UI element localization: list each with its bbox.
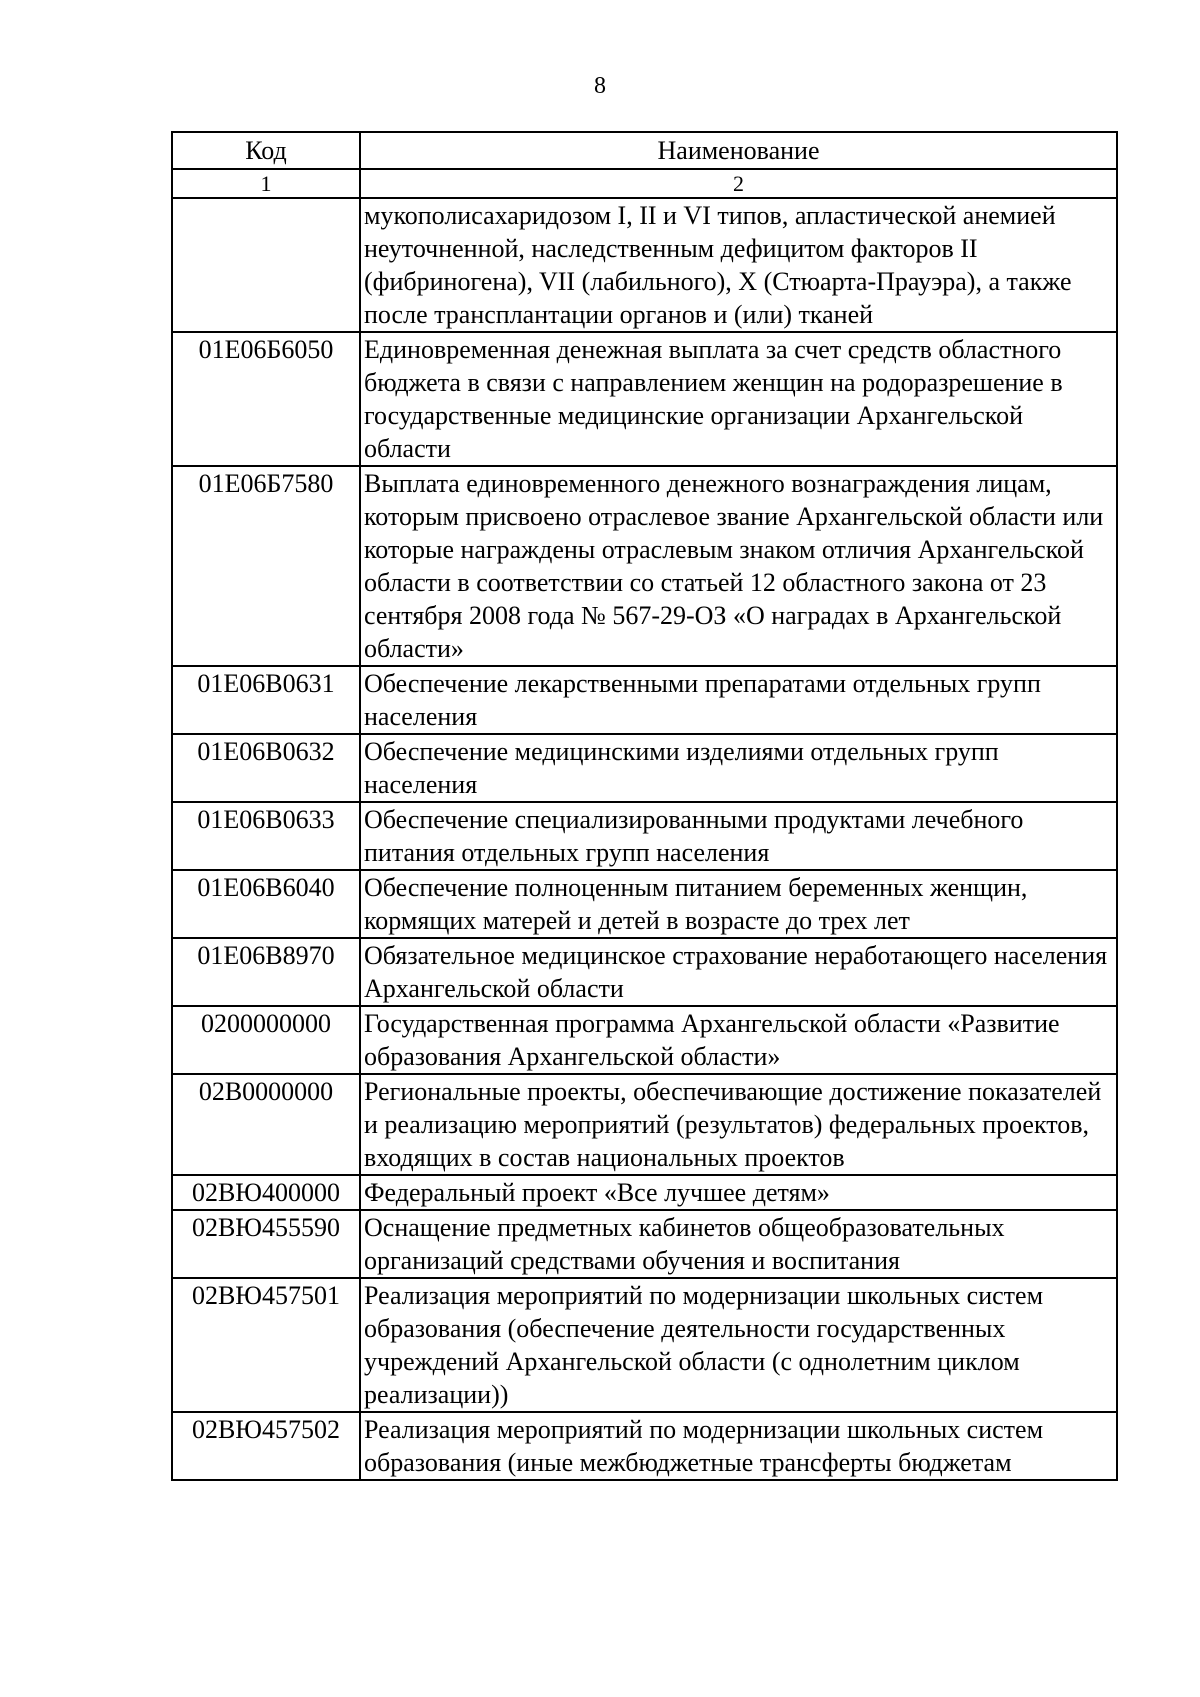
table-row (172, 1278, 1117, 1412)
header-row (172, 132, 1117, 169)
name-cell: Региональные проекты, обеспечивающие достижение показателей и реализацию мероприятий (результатов) федеральных проектов, входящих в состав национальных проектов (360, 1074, 1117, 1175)
table-row (172, 466, 1117, 666)
name-cell: Оснащение предметных кабинетов общеобразовательных организаций средствами обучения и воспитания (360, 1210, 1117, 1278)
code-cell: 01Е06В0633 (172, 802, 360, 870)
table-row (172, 1412, 1117, 1480)
name-cell: Обеспечение медицинскими изделиями отдельных групп населения (360, 734, 1117, 802)
code-cell: 01Е06В6040 (172, 870, 360, 938)
code-cell: 01Е06Б6050 (172, 332, 360, 466)
code-cell: 0200000000 (172, 1006, 360, 1074)
name-cell: Обеспечение лекарственными препаратами отдельных групп населения (360, 666, 1117, 734)
column-number-row (172, 169, 1117, 198)
header-code: Код (172, 132, 360, 169)
name-cell: Федеральный проект «Все лучшее детям» (360, 1175, 1117, 1210)
code-cell: 02ВЮ400000 (172, 1175, 360, 1210)
name-cell: Обязательное медицинское страхование неработающего населения Архангельской области (360, 938, 1117, 1006)
code-cell: 02ВЮ455590 (172, 1210, 360, 1278)
table-row (172, 332, 1117, 466)
code-cell (172, 198, 360, 332)
code-cell: 01Е06В0631 (172, 666, 360, 734)
code-cell: 02ВЮ457502 (172, 1412, 360, 1480)
column-number-2: 2 (360, 169, 1117, 198)
header-name: Наименование (360, 132, 1117, 169)
table-row (172, 734, 1117, 802)
name-cell: Единовременная денежная выплата за счет средств областного бюджета в связи с направлением женщин на родоразрешение в государственные медицинские организации Архангельской области (360, 332, 1117, 466)
table-row (172, 1210, 1117, 1278)
table-row (172, 1175, 1117, 1210)
column-number-1: 1 (172, 169, 360, 198)
budget-code-table (171, 131, 1118, 1481)
code-cell: 02ВЮ457501 (172, 1278, 360, 1412)
code-cell: 01Е06В8970 (172, 938, 360, 1006)
table-row (172, 1074, 1117, 1175)
code-cell: 01Е06В0632 (172, 734, 360, 802)
table-row (172, 666, 1117, 734)
name-cell: Государственная программа Архангельской области «Развитие образования Архангельской области» (360, 1006, 1117, 1074)
page-number: 8 (594, 73, 606, 99)
name-cell: Реализация мероприятий по модернизации школьных систем образования (иные межбюджетные трансферты бюджетам (360, 1412, 1117, 1480)
table-row (172, 938, 1117, 1006)
table-row (172, 870, 1117, 938)
table-row (172, 802, 1117, 870)
name-cell: Выплата единовременного денежного вознаграждения лицам, которым присвоено отраслевое звание Архангельской области или которые награждены отраслевым знаком отличия Архангельской области в соответствии со статьей 12 областного закона от 23 сентября 2008 года № 567-29-ОЗ «О наградах в Архангельской области» (360, 466, 1117, 666)
name-cell: Обеспечение специализированными продуктами лечебного питания отдельных групп населения (360, 802, 1117, 870)
name-cell: мукополисахаридозом I, II и VI типов, апластической анемией неуточненной, наследственным дефицитом факторов II (фибриногена), VII (лабильного), X (Стюарта-Прауэра), а также после трансплантации органов и (или) тканей (360, 198, 1117, 332)
table-row (172, 198, 1117, 332)
table-row (172, 1006, 1117, 1074)
name-cell: Обеспечение полноценным питанием беременных женщин, кормящих матерей и детей в возрасте до трех лет (360, 870, 1117, 938)
name-cell: Реализация мероприятий по модернизации школьных систем образования (обеспечение деятельности государственных учреждений Архангельской области (с однолетним циклом реализации)) (360, 1278, 1117, 1412)
code-cell: 01Е06Б7580 (172, 466, 360, 666)
code-cell: 02В0000000 (172, 1074, 360, 1175)
